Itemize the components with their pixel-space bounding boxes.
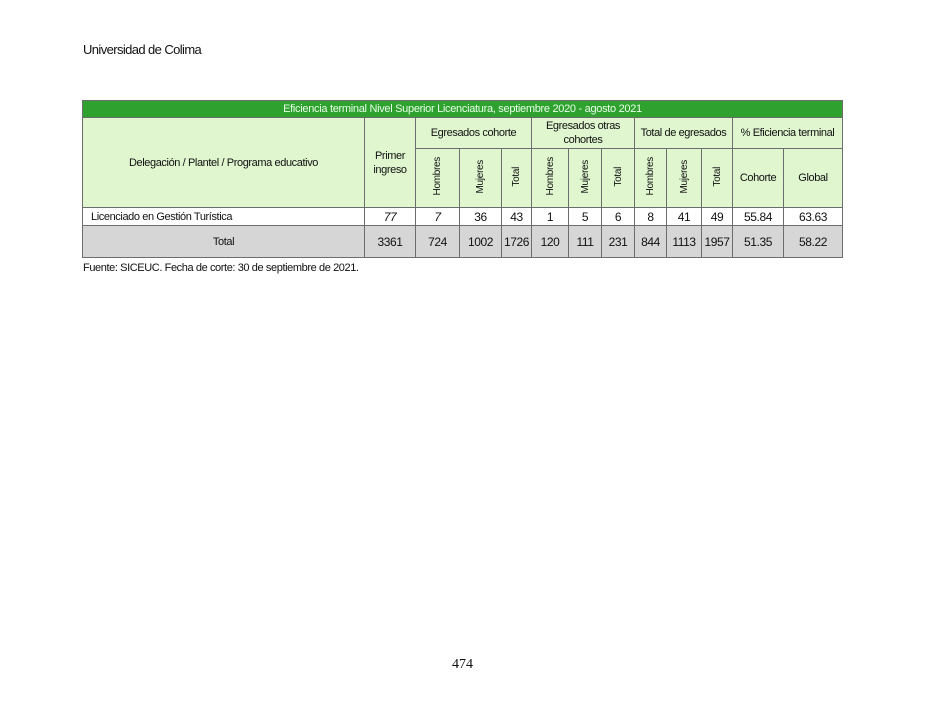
total-coh-mujeres: 1002 [460,226,502,258]
header-coh-hombres [416,149,460,208]
vertical-label: Hombres [645,157,656,196]
total-label: Total [83,226,365,258]
header-otr-hombres [532,149,569,208]
header-tot-mujeres [667,149,702,208]
total-row [83,226,843,258]
efficiency-table [82,100,843,258]
cell-tot-hombres: 8 [635,208,667,226]
cell-ef-global: 63.63 [784,208,843,226]
vertical-label: Hombres [544,157,556,196]
total-tot-hombres: 844 [635,226,667,258]
source-note: Fuente: SICEUC. Fecha de corte: 30 de septiembre de 2021. [83,262,359,274]
total-otr-hombres: 120 [532,226,569,258]
vertical-label: Hombres [432,157,443,196]
cell-tot-mujeres: 41 [667,208,702,226]
vertical-label: Total [711,166,723,187]
header-program: Delegación / Plantel / Programa educativo [83,118,365,208]
header-coh-total [502,149,532,208]
table-row [83,208,843,226]
header-tot-total [702,149,733,208]
total-coh-total: 1726 [502,226,532,258]
header-egresados-otras: Egresados otras cohortes [532,118,635,149]
vertical-label: Mujeres [678,159,690,194]
header-ef-global: Global [784,149,843,208]
vertical-label: Mujeres [579,159,591,194]
header-otr-mujeres [569,149,602,208]
vertical-label: Mujeres [475,159,486,194]
header-coh-mujeres [460,149,502,208]
cell-otr-hombres: 1 [532,208,569,226]
institution-header: Universidad de Colima [83,42,202,57]
cell-coh-hombres: 7 [416,208,460,226]
program-name: Licenciado en Gestión Turística [83,208,365,226]
header-otr-total [602,149,635,208]
cell-coh-mujeres: 36 [460,208,502,226]
total-coh-hombres: 724 [416,226,460,258]
total-tot-total: 1957 [702,226,733,258]
cell-otr-total: 6 [602,208,635,226]
table-title: Eficiencia terminal Nivel Superior Licenciatura, septiembre 2020 - agosto 2021 [83,101,843,118]
total-tot-mujeres: 1113 [667,226,702,258]
header-tot-hombres [635,149,667,208]
cell-primer-ingreso: 77 [365,208,416,226]
header-ef-cohorte: Cohorte [733,149,784,208]
vertical-label: Total [612,166,624,187]
cell-otr-mujeres: 5 [569,208,602,226]
header-total-egresados: Total de egresados [635,118,733,149]
cell-ef-cohorte: 55.84 [733,208,784,226]
header-primer-ingreso: Primer ingreso [365,118,416,208]
total-otr-mujeres: 111 [569,226,602,258]
page-number: 474 [452,657,473,672]
vertical-label: Total [511,166,522,187]
cell-coh-total: 43 [502,208,532,226]
total-ef-cohorte: 51.35 [733,226,784,258]
total-ef-global: 58.22 [784,226,843,258]
total-otr-total: 231 [602,226,635,258]
cell-tot-total: 49 [702,208,733,226]
total-primer-ingreso: 3361 [365,226,416,258]
header-egresados-cohorte: Egresados cohorte [416,118,532,149]
header-eficiencia: % Eficiencia terminal [733,118,843,149]
